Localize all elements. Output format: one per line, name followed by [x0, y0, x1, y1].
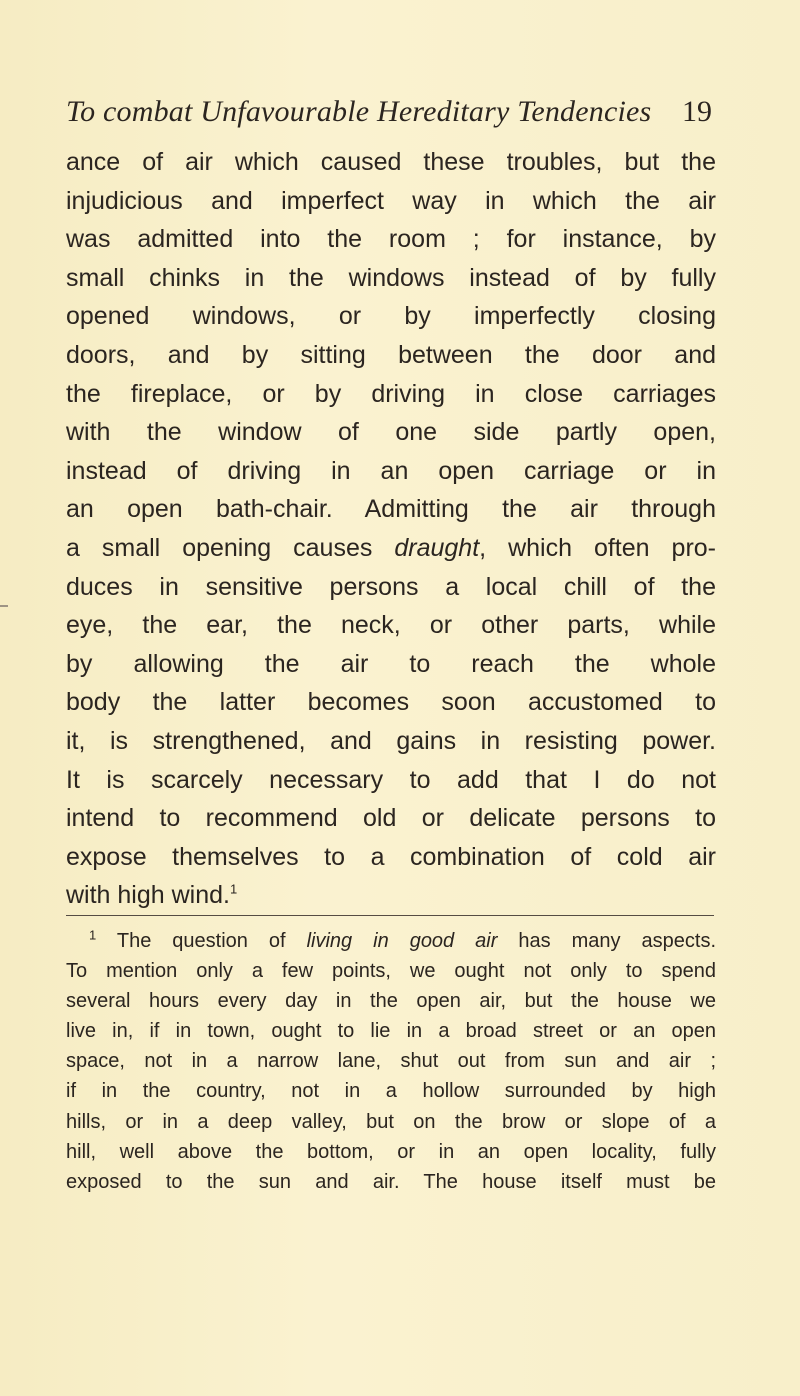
- text-segment: The question of: [116, 930, 307, 952]
- italic-term: living in good air: [306, 930, 498, 952]
- footnote-line: hill, well above the bottom, or in an open locality, fully: [66, 1140, 716, 1163]
- main-paragraph: [66, 143, 716, 915]
- footnote-divider: [66, 915, 714, 916]
- text-line: eye, the ear, the neck, or other parts, while: [66, 611, 716, 640]
- text-line: body the latter becomes soon accustomed to: [66, 688, 716, 717]
- footnote-marker: 1: [89, 927, 97, 943]
- page-number: 19: [682, 95, 712, 128]
- text-segment: with high wind.: [66, 881, 230, 910]
- text-line: duces in sensitive persons a local chill of the: [66, 572, 716, 601]
- text-line: the fireplace, or by driving in close carriages: [66, 379, 716, 408]
- footnote-reference: 1: [229, 881, 238, 897]
- text-line: it, is strengthened, and gains in resisting power.: [66, 726, 716, 755]
- footnote-line: if in the country, not in a hollow surrounded by high: [66, 1080, 716, 1103]
- text-line: small chinks in the windows instead of by fully: [66, 263, 716, 292]
- italic-term: draught: [394, 533, 480, 562]
- text-segment: has many aspects.: [497, 930, 716, 952]
- text-line: with the window of one side partly open,: [66, 418, 716, 447]
- text-line: opened windows, or by imperfectly closing: [66, 302, 716, 331]
- text-line: expose themselves to a combination of cold air: [66, 842, 716, 871]
- footnote: [66, 926, 716, 1197]
- footnote-line: live in, if in town, ought to lie in a broad street or an open: [66, 1020, 716, 1043]
- page-edge-mark: [0, 605, 8, 607]
- footnote-line: hills, or in a deep valley, but on the brow or slope of a: [66, 1110, 716, 1133]
- text-line: It is scarcely necessary to add that I do not: [66, 765, 716, 794]
- text-line: injudicious and imperfect way in which the air: [66, 186, 716, 215]
- text-line: [66, 876, 716, 915]
- text-line: ance of air which caused these troubles, but the: [66, 148, 716, 176]
- text-segment: a small opening causes: [66, 533, 395, 562]
- footnote-line: several hours every day in the open air, but the house we: [66, 990, 716, 1013]
- footnote-line: exposed to the sun and air. The house itself must be: [66, 1170, 716, 1193]
- footnote-line: [66, 926, 716, 956]
- text-line: an open bath-chair. Admitting the air through: [66, 495, 716, 524]
- text-line: instead of driving in an open carriage or in: [66, 456, 716, 485]
- footnote-line: space, not in a narrow lane, shut out from sun and air ;: [66, 1050, 716, 1073]
- text-line: by allowing the air to reach the whole: [66, 649, 716, 678]
- footnote-line: To mention only a few points, we ought not only to spend: [66, 960, 716, 983]
- text-line: doors, and by sitting between the door and: [66, 340, 716, 369]
- text-line: intend to recommend old or delicate persons to: [66, 804, 716, 833]
- text-segment: , which often pro-: [479, 533, 716, 562]
- running-head-title: To combat Unfavourable Hereditary Tendencies: [66, 95, 652, 128]
- text-line: was admitted into the room ; for instance, by: [66, 225, 716, 254]
- text-line: [66, 529, 716, 568]
